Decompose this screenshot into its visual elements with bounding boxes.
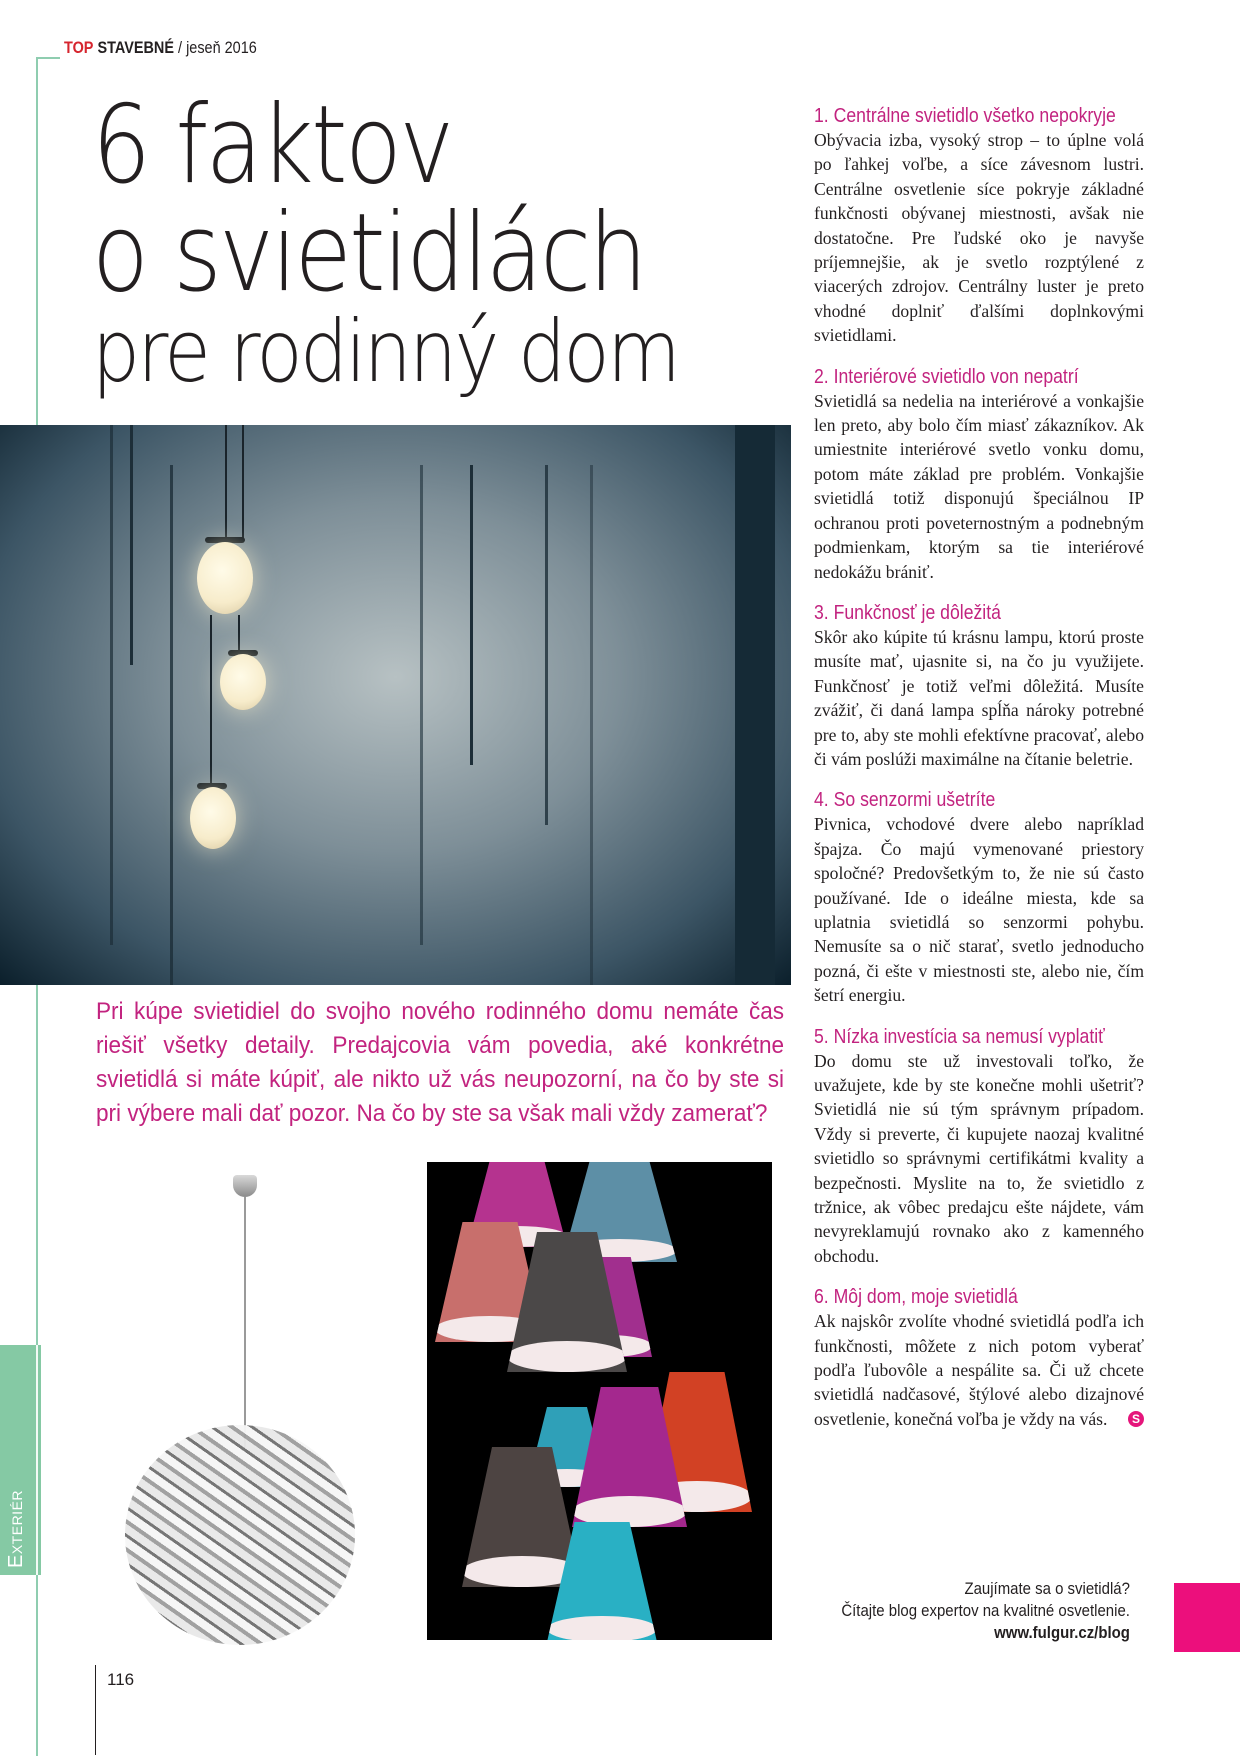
section-1 bbox=[814, 104, 1144, 348]
chain bbox=[242, 425, 244, 540]
header-separator: / bbox=[178, 38, 183, 57]
section-tab-label bbox=[5, 1490, 28, 1568]
issue-label: jeseň 2016 bbox=[186, 38, 257, 57]
section-body: Svietidlá sa nedelia na interiérové a vonkajšie len preto, aby bolo čím miasť zákazníkov. Ak umiestnite interiérové svetlo vonku domu, potom máte základ pre problém. Vonkajšie svietidlá totiž disponujú špeciálnou IP ochranou proti poveternostným a podnebným podmienkam, ktorým sa tie interiérové nedokážu brániť. bbox=[814, 390, 1144, 582]
section-body-text: Ak najskôr zvolíte vhodné svietidlá podľa ich funkčnosti, môžete z nich potom vyberať podľa ľubovôle a nespálite sa. Či už chcete svietidlá nadčasové, štýlové alebo dizajnové osvetlenie, konečná voľba je vždy na vás. bbox=[814, 1311, 1144, 1429]
section-4 bbox=[814, 788, 1144, 1007]
lead-paragraph: Pri kúpe svietidiel do svojho nového rodinného domu nemáte čas riešiť všetky detaily. Predajcovia vám povedia, aké konkrétne svietidlá si máte kúpiť, ale nikto už vás neupozorní, na čo by ste si pri výbere mali dať pozor. Na čo by ste sa však mali vždy zamerať? bbox=[96, 998, 785, 1127]
magazine-header bbox=[64, 38, 257, 58]
section-3 bbox=[814, 601, 1144, 771]
section-heading: 5. Nízka investícia sa nemusí vyplatiť bbox=[814, 1024, 1105, 1048]
section-tab-line bbox=[36, 1345, 38, 1575]
article-end-mark-icon: S bbox=[1128, 1411, 1144, 1427]
vine bbox=[170, 465, 173, 985]
title-line-2: o svietidlách bbox=[92, 191, 645, 316]
section-body bbox=[814, 1309, 1144, 1431]
section-heading: 1. Centrálne svietidlo všetko nepokryje bbox=[814, 104, 1116, 127]
chain bbox=[238, 615, 240, 653]
product-photo-silver-chandelier bbox=[110, 1165, 380, 1645]
section-body: Pivnica, vchodové dvere alebo napríklad špajza. Čo majú vymenované priestory spoločné? Predovšetkým to, že nie sú často používané. Ide o ideálne miesta, kde sa uplatnia svietidlá so senzormi pohybu. Nemusíte sa o nič starať, svetlo jednoducho pozná, či ešte v miestnosti ste, alebo nie, čím šetrí energiu. bbox=[814, 814, 1144, 1006]
vine bbox=[420, 465, 423, 945]
pendant-cord bbox=[244, 1197, 246, 1447]
section-heading: 6. Môj dom, moje svietidlá bbox=[814, 1285, 1018, 1309]
accent-pink-block bbox=[1174, 1583, 1240, 1652]
page-number-rule bbox=[95, 1665, 96, 1755]
product-photo-colored-lampshades bbox=[427, 1162, 772, 1640]
section-5 bbox=[814, 1025, 1144, 1269]
section-tab-rest: XTERIÉR bbox=[9, 1489, 25, 1555]
promo-box bbox=[802, 1578, 1130, 1644]
brand-top: TOP bbox=[64, 38, 94, 57]
section-heading: 3. Funkčnosť je dôležitá bbox=[814, 600, 1001, 624]
promo-line-1: Zaujímate sa o svietidlá? bbox=[964, 1579, 1130, 1598]
hero-photo-pendant-globes bbox=[0, 425, 791, 985]
vine bbox=[110, 425, 113, 945]
section-6 bbox=[814, 1285, 1144, 1431]
promo-line-2: Čítajte blog expertov na kvalitné osvetlenie. bbox=[841, 1601, 1130, 1620]
vine bbox=[545, 465, 548, 825]
article-sections bbox=[814, 104, 1144, 1448]
promo-link[interactable]: www.fulgur.cz/blog bbox=[994, 1623, 1130, 1642]
guide-line-top bbox=[36, 57, 60, 59]
vine bbox=[470, 465, 473, 765]
globe-light-middle bbox=[220, 654, 266, 710]
vine bbox=[590, 465, 593, 985]
section-body: Skôr ako kúpite tú krásnu lampu, ktorú proste musíte mať, ujasnite si, na čo ju využijete. Funkčnosť je totiž veľmi dôležitá. Musíte zvážiť, či daná lampa spĺňa nároky potrebné pre to, aby ste mohli efektívne pracovať, alebo či vám poslúži maximálne na čítanie beletrie. bbox=[814, 626, 1144, 769]
section-2 bbox=[814, 365, 1144, 584]
globe-light-bottom bbox=[190, 787, 236, 849]
chain bbox=[225, 425, 227, 540]
brand-name: STAVEBNÉ bbox=[97, 38, 175, 57]
section-heading: 2. Interiérové svietidlo von nepatrí bbox=[814, 364, 1079, 388]
title-line-1: 6 faktov bbox=[92, 83, 452, 208]
ceiling-canopy bbox=[233, 1175, 257, 1197]
ribbon-sphere-shade bbox=[125, 1425, 355, 1645]
globe-light-top bbox=[197, 542, 253, 614]
section-body: Do domu ste už investovali toľko, že uvažujete, kde by ste konečne mohli ušetriť? Svietidlá nie sú tým správnym prípadom. Vždy si preverte, či kupujete naozaj kvalitné svietidlo so správnymi certifikátmi kvality a bezpečnosti. Myslite na to, že svietidlo z tržnice, ak vôbec predajcu ešte nájdete, vám nevyreklamujú rovnako ako z kamenného obchodu. bbox=[814, 1050, 1144, 1266]
title-line-3: pre rodinný dom bbox=[92, 302, 679, 402]
page-number: 116 bbox=[107, 1670, 135, 1689]
dark-edge bbox=[735, 425, 775, 985]
section-heading: 4. So senzormi ušetríte bbox=[814, 788, 996, 812]
vine bbox=[130, 425, 133, 665]
section-body: Obývacia izba, vysoký strop – to úplne volá po ľahkej voľbe, a síce závesnom lustri. Centrálne osvetlenie síce pokryje základné funkčnosti obývanej miestnosti, avšak nie dostatočne. Pre ľudské oko je navyše príjemnejšie, ak je svetlo rozptýlené z viacerých zdrojov. Centrálny luster je preto vhodné doplniť ďalšími doplnkovými svietidlami. bbox=[814, 130, 1144, 346]
section-tab-initial: E bbox=[5, 1554, 27, 1568]
chain bbox=[210, 615, 212, 785]
article-title bbox=[92, 83, 792, 402]
